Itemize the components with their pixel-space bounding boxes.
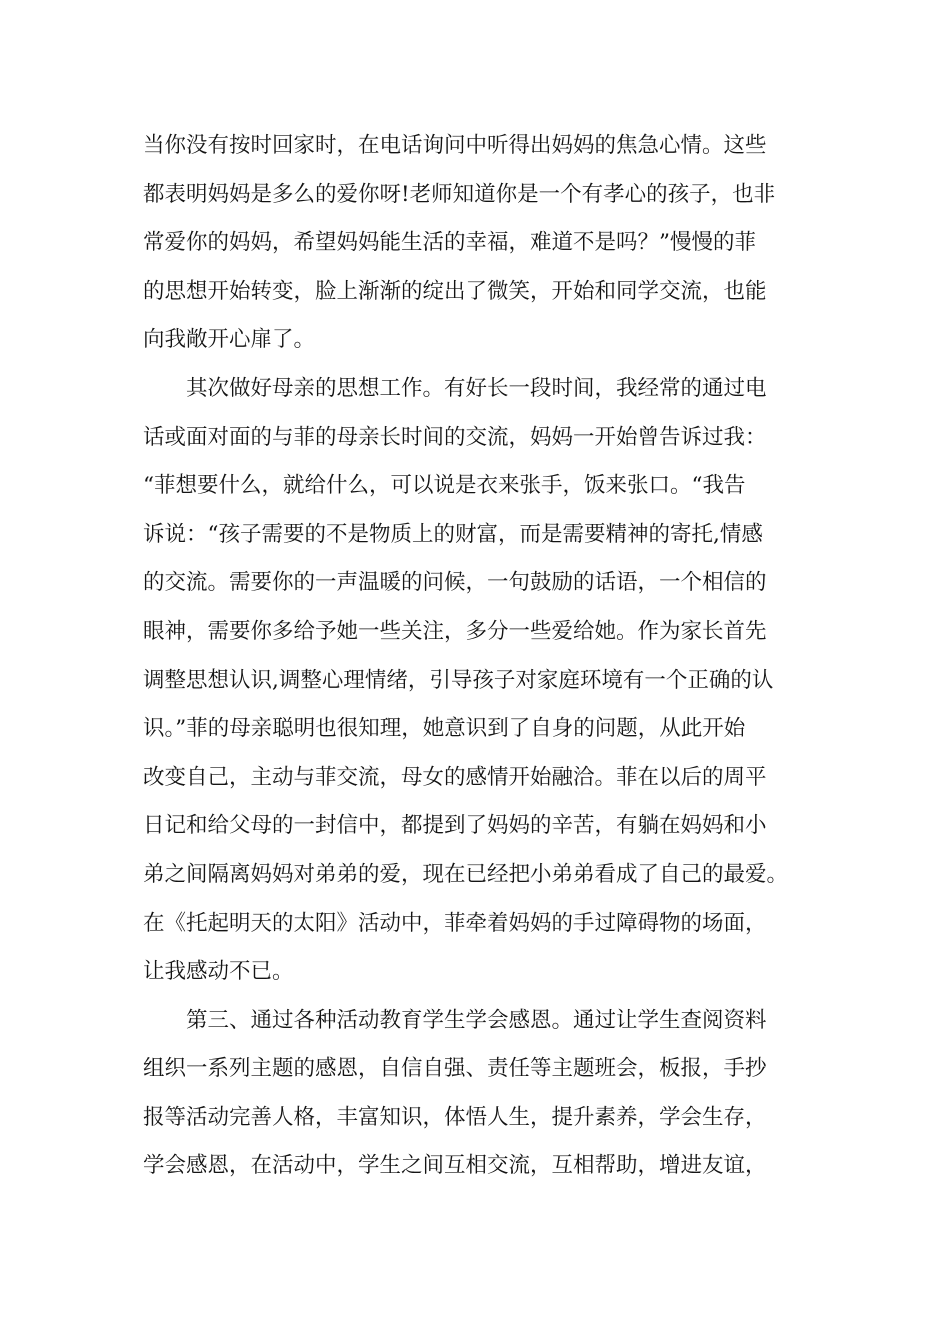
text-line: 弟之间隔离妈妈对弟弟的爱，现在已经把小弟弟看成了自己的最爱。 bbox=[143, 861, 789, 887]
text-line: 改变自己，主动与菲交流，母女的感情开始融洽。菲在以后的周平 bbox=[143, 764, 767, 790]
text-line: 让我感动不已。 bbox=[143, 959, 294, 985]
text-line: 其次做好母亲的思想工作。有好长一段时间，我经常的通过电 bbox=[186, 375, 767, 401]
text-line: 在《托起明天的太阳》活动中，菲牵着妈妈的手过障碍物的场面， bbox=[143, 910, 767, 936]
text-line: 第三、通过各种活动教育学生学会感恩。通过让学生查阅资料 bbox=[186, 1007, 767, 1033]
text-line: 的思想开始转变，脸上渐渐的绽出了微笑，开始和同学交流，也能 bbox=[143, 278, 767, 304]
document-body bbox=[143, 122, 843, 1191]
text-line: 报等活动完善人格，丰富知识，体悟人生，提升素养，学会生存， bbox=[143, 1104, 767, 1130]
text-line: 日记和给父母的一封信中，都提到了妈妈的辛苦，有躺在妈妈和小 bbox=[143, 813, 767, 839]
paragraph-3 bbox=[143, 997, 843, 1191]
text-line: 的交流。需要你的一声温暖的问候，一句鼓励的话语，一个相信的 bbox=[143, 570, 767, 596]
text-line: 诉说：“孩子需要的不是物质上的财富，而是需要精神的寄托,情感 bbox=[143, 521, 763, 547]
text-line: 都表明妈妈是多么的爱你呀!老师知道你是一个有孝心的孩子，也非 bbox=[143, 181, 776, 207]
text-line: 组织一系列主题的感恩，自信自强、责任等主题班会，板报，手抄 bbox=[143, 1056, 767, 1082]
text-line: 识。”菲的母亲聪明也很知理，她意识到了自身的问题，从此开始 bbox=[143, 716, 746, 742]
text-line: 向我敞开心扉了。 bbox=[143, 327, 316, 353]
text-line: 学会感恩，在活动中，学生之间互相交流，互相帮助，增进友谊， bbox=[143, 1153, 767, 1179]
text-line: 眼神，需要你多给予她一些关注，多分一些爱给她。作为家长首先 bbox=[143, 618, 767, 644]
text-line: 调整思想认识,调整心理情绪，引导孩子对家庭环境有一个正确的认 bbox=[143, 667, 774, 693]
text-line: 常爱你的妈妈，希望妈妈能生活的幸福，难道不是吗？”慢慢的菲 bbox=[143, 230, 756, 256]
text-line: 话或面对面的与菲的母亲长时间的交流，妈妈一开始曾告诉过我： bbox=[143, 424, 767, 450]
text-line: 当你没有按时回家时，在电话询问中听得出妈妈的焦急心情。这些 bbox=[143, 133, 767, 158]
paragraph-2 bbox=[143, 365, 843, 997]
text-line: “菲想要什么，就给什么，可以说是衣来张手，饭来张口。“我告 bbox=[143, 473, 746, 499]
paragraph-1 bbox=[143, 122, 843, 365]
